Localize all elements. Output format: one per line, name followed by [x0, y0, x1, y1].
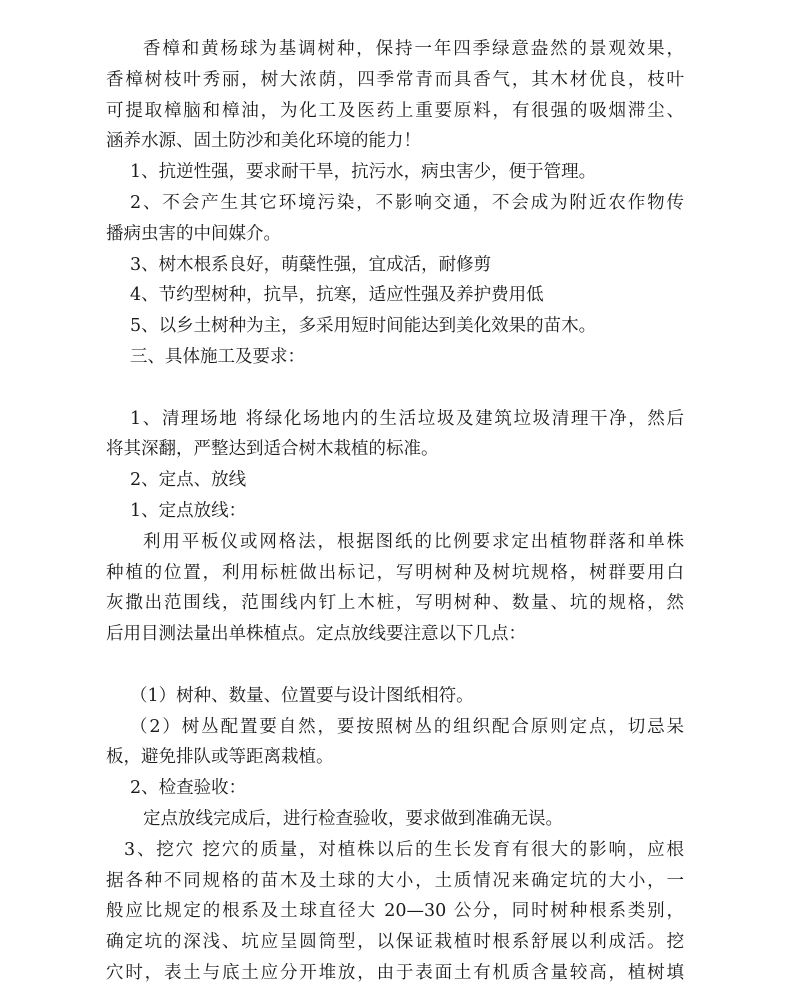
paragraph-line: 种植的位置，利用标桩做出标记，写明树种及树坑规格，树群要用白	[106, 562, 684, 583]
paragraph-line: 可提取樟脑和樟油，为化工及医药上重要原料，有很强的吸烟滞尘、	[106, 100, 684, 121]
paragraph-line: 涵养水源、固土防沙和美化环境的能力！	[106, 131, 421, 152]
blank-line	[106, 650, 684, 681]
document-body	[106, 34, 684, 989]
paragraph-line: 据各种不同规格的苗木及土球的大小，土质情况来确定坑的大小，一	[106, 870, 684, 891]
section-heading: 三、具体施工及要求：	[130, 346, 305, 367]
list-item: 5、以乡土树种为主，多采用短时间能达到美化效果的苗木。	[130, 316, 597, 337]
paragraph-line: 定点放线完成后，进行检查验收，要求做到准确无误。	[143, 808, 563, 829]
paragraph-line: 灰撒出范围线，范围线内钉上木桩，写明树种、数量、坑的规格，然	[106, 593, 684, 614]
paragraph-line: 播病虫害的中间媒介。	[106, 223, 281, 244]
paragraph-line: 香樟树枝叶秀丽，树大浓荫，四季常青而具香气，其木材优良，枝叶	[106, 69, 684, 90]
list-item: （2）树丛配置要自然，要按照树丛的组织配合原则定点，切忌呆	[130, 716, 684, 737]
paragraph-line: 确定坑的深浅、坑应呈圆筒型，以保证栽植时根系舒展以利成活。挖	[106, 932, 684, 953]
list-item: 3、挖穴 挖穴的质量，对植株以后的生长发育有很大的影响，应根	[124, 839, 684, 860]
subsection-heading: 2、检查验收：	[130, 778, 247, 799]
paragraph-line: 利用平板仪或网格法，根据图纸的比例要求定出植物群落和单株	[143, 531, 684, 552]
paragraph-line: 板，避免排队或等距离栽植。	[106, 747, 334, 768]
list-item: 4、节约型树种，抗旱，抗寒，适应性强及养护费用低	[130, 285, 544, 306]
subsection-heading: 2、定点、放线	[130, 470, 247, 491]
paragraph-line: 穴时，表土与底土应分开堆放，由于表面土有机质含量较高，植树填	[106, 962, 684, 983]
paragraph-line: 将其深翻，严整达到适合树木栽植的标准。	[106, 439, 439, 460]
subsection-heading: 1、定点放线：	[130, 500, 247, 521]
list-item: 1、清理场地 将绿化场地内的生活垃圾及建筑垃圾清理干净，然后	[130, 408, 684, 429]
paragraph-line: 般应比规定的根系及土球直径大 20—30 公分，同时树种根系类别，	[106, 901, 684, 922]
list-item: 2、不会产生其它环境污染，不影响交通，不会成为附近农作物传	[130, 192, 684, 213]
blank-line	[106, 373, 684, 404]
list-item: 3、树木根系良好，萌蘖性强，宜成活，耐修剪	[130, 254, 492, 275]
paragraph-line: 香樟和黄杨球为基调树种，保持一年四季绿意盎然的景观效果，	[143, 39, 684, 59]
list-item: （1）树种、数量、位置要与设计图纸相符。	[130, 685, 474, 706]
list-item: 1、抗逆性强，要求耐干旱，抗污水，病虫害少，便于管理。	[130, 162, 597, 183]
paragraph-line: 后用目测法量出单株植点。定点放线要注意以下几点：	[106, 624, 526, 645]
